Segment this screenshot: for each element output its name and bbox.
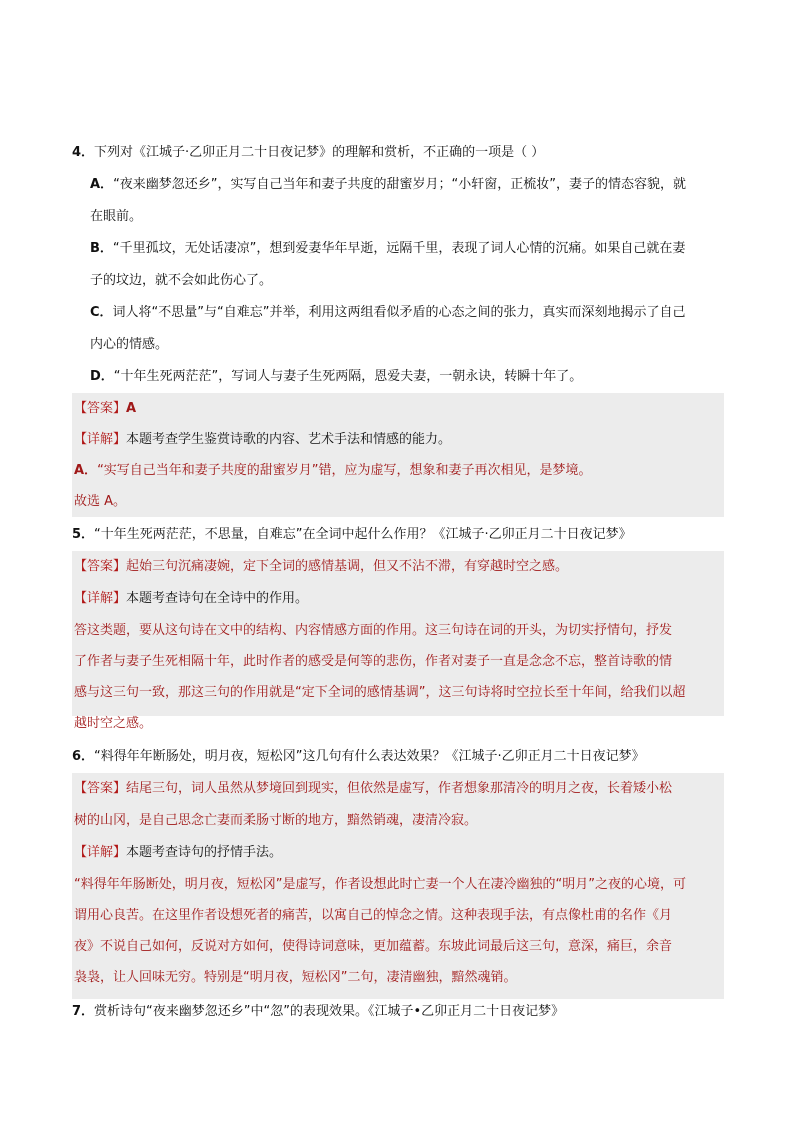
explain-line <box>72 455 724 486</box>
option-b <box>90 233 726 297</box>
question-number: 4． <box>72 145 95 160</box>
choose-line: 故选 A。 <box>74 494 127 509</box>
answer-line <box>72 773 724 804</box>
detail-text: 本题考查诗句的抒情手法。 <box>126 845 283 860</box>
analysis-line: 谓用心良苦。在这里作者设想死者的痛苦，以寓自己的悼念之情。这种表现手法，有点像杜甫的名作《月 <box>74 908 673 923</box>
answer-line <box>72 393 724 424</box>
detail-line <box>72 837 724 868</box>
option-text: 子的坟边，就不会如此伤心了。 <box>90 273 273 288</box>
option-text: “千里孤坟，无处话凄凉”，想到爱妻华年早逝，远隔千里，表现了词人心情的沉痛。如果自己就在妻 <box>112 241 686 256</box>
question-number: 6． <box>72 749 95 764</box>
detail-tag: 【详解】 <box>74 432 127 447</box>
option-label: D． <box>90 369 114 384</box>
explain-text: “实写自己当年和妻子共度的甜蜜岁月”错，应为虚写，想象和妻子再次相见，是梦境。 <box>97 463 592 478</box>
option-text: 内心的情感。 <box>90 337 169 352</box>
detail-text: 本题考查学生鉴赏诗歌的内容、艺术手法和情感的能力。 <box>126 432 452 447</box>
question-4 <box>72 137 722 169</box>
detail-text: 本题考查诗句在全诗中的作用。 <box>126 591 309 606</box>
answer-tag: 【答案】 <box>74 781 127 796</box>
analysis-line: 袅袅，让人回味无穷。特别是“明月夜，短松冈”二句，凄清幽独，黯然魂销。 <box>74 970 517 985</box>
analysis-line: 答这类题，要从这句诗在文中的结构、内容情感方面的作用。这三句诗在词的开头，为切实抒情句，抒发 <box>74 623 673 638</box>
option-text: “十年生死两茫茫”，写词人与妻子生死两隔，恩爱夫妻，一朝永诀，转瞬十年了。 <box>113 369 583 384</box>
analysis-line: 了作者与妻子生死相隔十年，此时作者的感受是何等的悲伤，作者对妻子一直是念念不忘，整首诗歌的情 <box>74 654 673 669</box>
option-label: C． <box>90 305 113 320</box>
question-stem: “十年生死两茫茫，不思量，自难忘”在全词中起什么作用？《江城子·乙卯正月二十日夜记梦》 <box>94 527 632 542</box>
question-stem: “料得年年断肠处，明月夜，短松冈”这几句有什么表达效果？《江城子·乙卯正月二十日夜记梦》 <box>94 749 645 764</box>
option-c <box>90 297 726 361</box>
option-text: 词人将“不思量”与“自难忘”并举，利用这两组看似矛盾的心态之间的张力，真实而深刻地揭示了自己 <box>112 305 686 320</box>
option-label: A． <box>90 177 114 192</box>
option-d <box>90 361 726 393</box>
detail-line <box>72 583 724 614</box>
question-5 <box>72 519 722 551</box>
answer-line <box>72 551 724 582</box>
option-label: B． <box>90 241 113 256</box>
answer-text: 结尾三句，词人虽然从梦境回到现实，但依然是虚写，作者想象那清冷的明月之夜，长着矮小松 <box>126 781 673 796</box>
question-number: 5． <box>72 527 95 542</box>
option-text: “夜来幽梦忽还乡”，实写自己当年和妻子共度的甜蜜岁月；“小轩窗，正梳妆”，妻子的情态容貌，就 <box>113 177 687 192</box>
answer-text: 起始三句沉痛凄婉，定下全词的感情基调，但又不沾不滞，有穿越时空之感。 <box>126 559 569 574</box>
question-6 <box>72 741 722 773</box>
detail-line <box>72 424 724 455</box>
question-number: 7． <box>72 1004 95 1019</box>
answer-line: 树的山冈，是自己思念亡妻而柔肠寸断的地方，黯然销魂，凄清冷寂。 <box>74 813 478 828</box>
question-stem: 赏析诗句“夜来幽梦忽还乡”中“忽”的表现效果。《江城子•乙卯正月二十日夜记梦》 <box>94 1004 565 1019</box>
detail-tag: 【详解】 <box>74 845 127 860</box>
answer-tag: 【答案】 <box>74 401 127 416</box>
question-stem: 下列对《江城子·乙卯正月二十日夜记梦》的理解和赏析，不正确的一项是（ ） <box>94 145 545 160</box>
question-7 <box>72 996 722 1028</box>
analysis-line: 感与这三句一致，那这三句的作用就是“定下全词的感情基调”，这三句诗将时空拉长至十年间，给我们以超 <box>74 685 686 700</box>
answer-value: A <box>126 401 137 416</box>
detail-tag: 【详解】 <box>74 591 127 606</box>
explain-label: A． <box>74 463 98 478</box>
analysis-line: “料得年年肠断处，明月夜，短松冈”是虚写，作者设想此时亡妻一个人在凄冷幽独的“明月”之夜的心境，可 <box>74 877 686 892</box>
answer-tag: 【答案】 <box>74 559 127 574</box>
analysis-line: 越时空之感。 <box>74 716 153 731</box>
option-text: 在眼前。 <box>90 209 143 224</box>
option-a <box>90 169 726 233</box>
analysis-line: 夜》不说自己如何，反说对方如何，使得诗词意味，更加蕴蓄。东坡此词最后这三句，意深，痛巨，余音 <box>74 939 673 954</box>
